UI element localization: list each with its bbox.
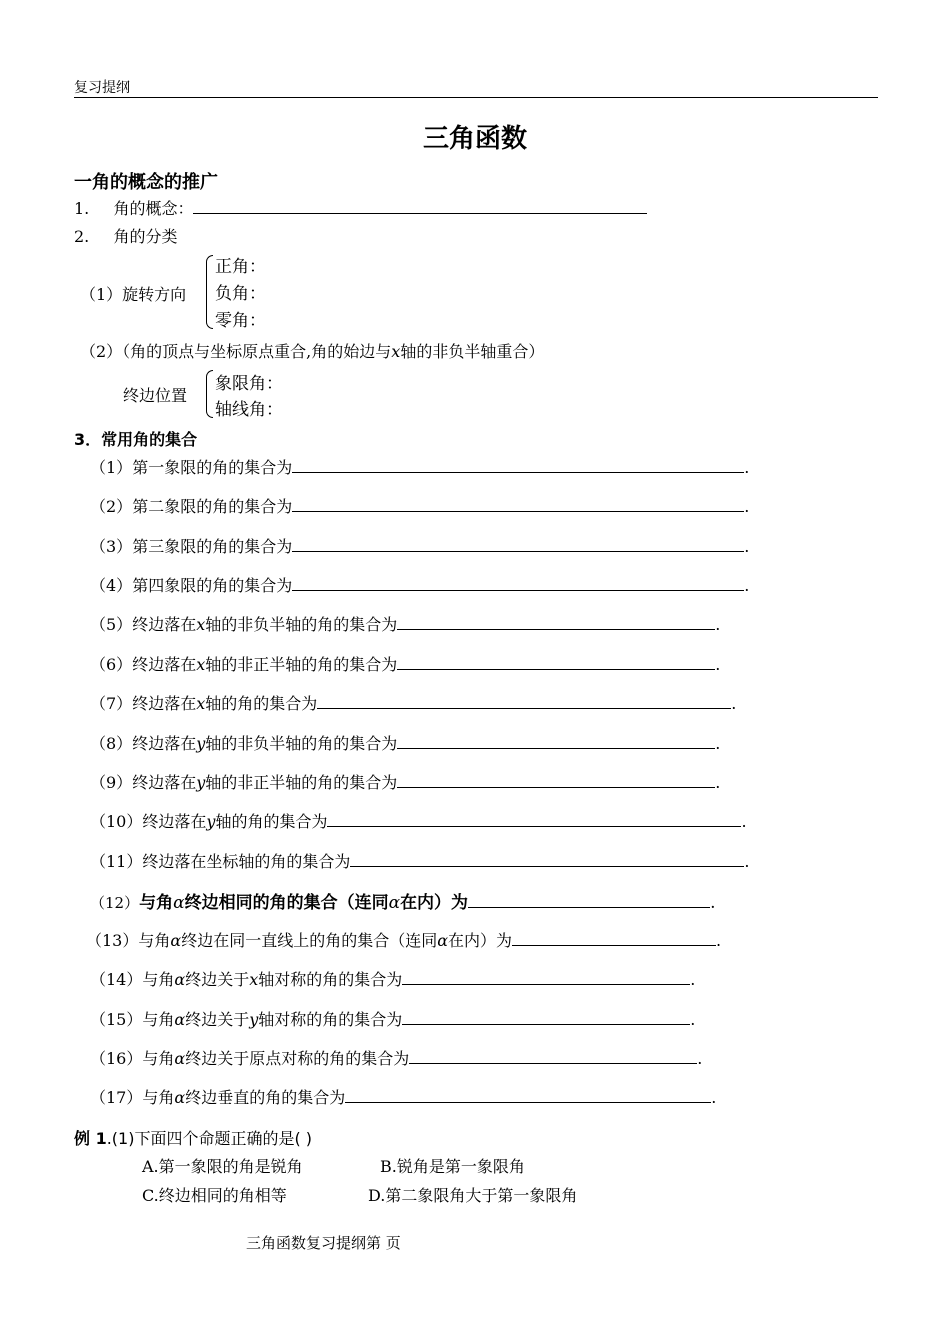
list-item: （7）终边落在x轴的角的集合为 . xyxy=(90,694,737,713)
item-2-label: 角的分类 xyxy=(113,227,178,246)
answer-blank[interactable] xyxy=(397,654,715,670)
rotation-brace xyxy=(206,255,213,329)
answer-blank[interactable] xyxy=(350,851,744,867)
example-label: 例 1 xyxy=(74,1129,107,1148)
terminal-brace xyxy=(206,370,213,418)
position-note-pre: （2）（角的顶点与坐标原点重合,角的始边与 xyxy=(80,342,392,361)
list-item: （17）与角α终边垂直的角的集合为 . xyxy=(90,1088,717,1107)
rotation-label: （1）旋转方向 xyxy=(80,285,187,304)
list-item: （14）与角α终边关于x轴对称的角的集合为 . xyxy=(90,970,696,989)
answer-blank[interactable] xyxy=(292,457,744,473)
position-note xyxy=(80,339,544,362)
axis-angle: 轴线角： xyxy=(215,400,283,420)
list-item: （1）第一象限的角的集合为 . xyxy=(90,458,750,477)
list-item-bold: （12）与角α终边相同的角的集合（连同α在内）为 . xyxy=(90,893,716,913)
running-header: 复习提纲 xyxy=(74,80,130,96)
answer-blank[interactable] xyxy=(397,614,715,630)
page-footer: 三角函数复习提纲第 页 xyxy=(246,1234,401,1252)
answer-blank[interactable] xyxy=(409,1048,697,1064)
item-1-label: 角的概念： xyxy=(113,199,194,218)
answer-blank[interactable] xyxy=(345,1087,711,1103)
answer-blank[interactable] xyxy=(292,575,744,591)
positive-angle: 正角： xyxy=(215,257,266,277)
example-question: 例 1.(1)下面四个命题正确的是( ) xyxy=(74,1129,313,1148)
list-item: （5）终边落在x轴的非负半轴的角的集合为 . xyxy=(90,615,721,634)
answer-blank[interactable] xyxy=(397,772,715,788)
answer-blank[interactable] xyxy=(292,536,744,552)
list-item: （3）第三象限的角的集合为 . xyxy=(90,537,750,556)
option-a[interactable]: A.第一象限的角是锐角 xyxy=(142,1157,303,1176)
answer-blank[interactable] xyxy=(512,930,716,946)
quadrant-angle: 象限角： xyxy=(215,374,283,394)
section-heading: 一角的概念的推广 xyxy=(74,172,218,193)
item-2-num: 2. xyxy=(74,227,90,246)
item-1-num: 1. xyxy=(74,199,90,218)
list-item: （16）与角α终边关于原点对称的角的集合为 . xyxy=(90,1049,703,1068)
position-note-post: 轴的非负半轴重合） xyxy=(400,342,545,361)
zero-angle: 零角： xyxy=(215,311,266,331)
subsection-heading: 3．常用角的集合 xyxy=(74,430,198,449)
answer-blank[interactable] xyxy=(468,892,710,908)
list-item: （2）第二象限的角的集合为 . xyxy=(90,497,750,516)
option-d[interactable]: D.第二象限角大于第一象限角 xyxy=(368,1186,578,1205)
list-item: （6）终边落在x轴的非正半轴的角的集合为 . xyxy=(90,655,721,674)
negative-angle: 负角： xyxy=(215,284,266,304)
list-item: （10）终边落在y轴的角的集合为 . xyxy=(90,812,747,831)
option-c[interactable]: C.终边相同的角相等 xyxy=(142,1186,287,1205)
answer-blank[interactable] xyxy=(402,1009,690,1025)
list-item: （9）终边落在y轴的非正半轴的角的集合为 . xyxy=(90,773,721,792)
answer-blank[interactable] xyxy=(292,496,744,512)
list-item: （15）与角α终边关于y轴对称的角的集合为 . xyxy=(90,1010,696,1029)
answer-blank[interactable] xyxy=(193,198,647,214)
list-item: （8）终边落在y轴的非负半轴的角的集合为 . xyxy=(90,734,721,753)
list-item: （4）第四象限的角的集合为 . xyxy=(90,576,750,595)
option-b[interactable]: B.锐角是第一象限角 xyxy=(380,1157,525,1176)
answer-blank[interactable] xyxy=(397,733,715,749)
list-item: （11）终边落在坐标轴的角的集合为 . xyxy=(90,852,750,871)
answer-blank[interactable] xyxy=(327,811,741,827)
item-1 xyxy=(74,196,647,219)
answer-blank[interactable] xyxy=(317,693,731,709)
page-title: 三角函数 xyxy=(422,124,527,154)
header-rule xyxy=(74,97,878,98)
list-item: （13）与角α终边在同一直线上的角的集合（连同α在内）为 . xyxy=(86,931,722,950)
var-x: x xyxy=(391,342,401,361)
answer-blank[interactable] xyxy=(402,969,690,985)
terminal-label: 终边位置 xyxy=(123,386,188,405)
item-2 xyxy=(74,224,177,247)
